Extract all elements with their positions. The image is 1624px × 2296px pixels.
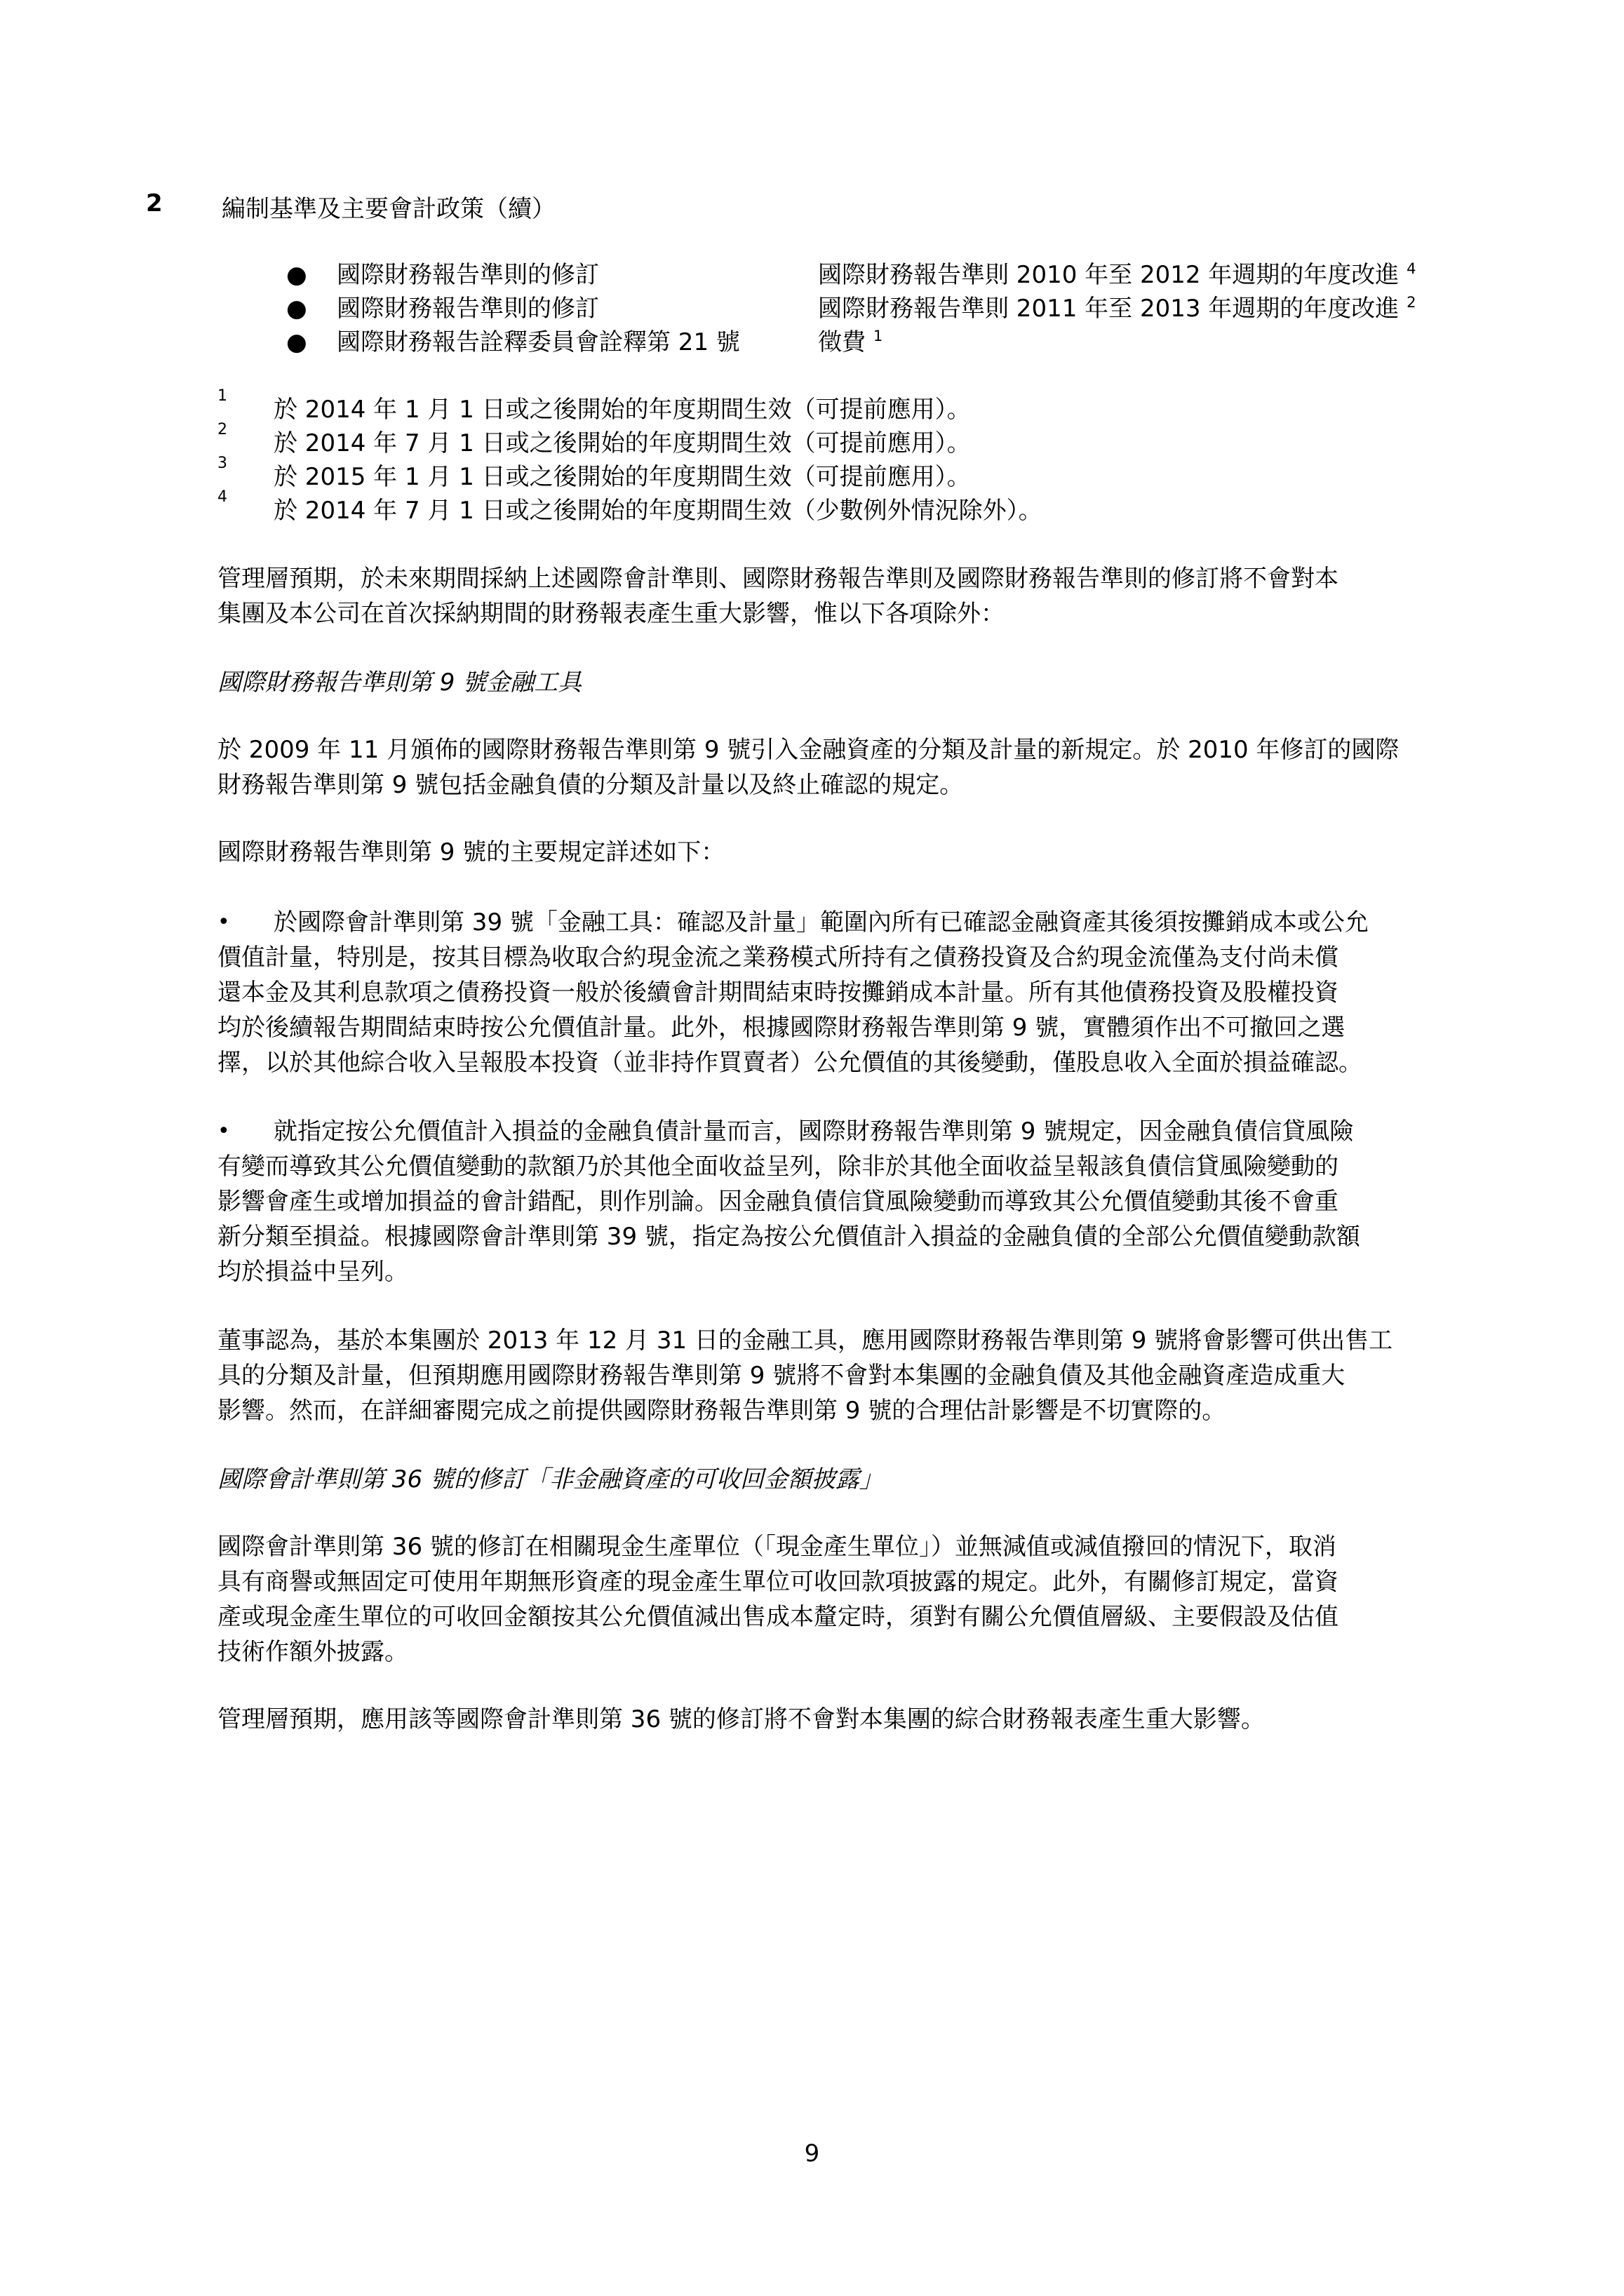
footnote	[0, 455, 1624, 494]
footnote-number: 2	[217, 421, 227, 438]
bullet-icon: •	[217, 910, 230, 934]
footnote	[0, 488, 1624, 528]
amendment-description: 國際財務報告準則 2011 年至 2013 年週期的年度改進 $^2$	[818, 294, 1416, 323]
subheading-ias36: 國際會計準則第 36 號的修訂「非金融資產的可收回金額披露」	[217, 1465, 883, 1493]
subheading-ifrs9: 國際財務報告準則第 9 號金融工具	[217, 669, 582, 697]
footnote-number: 3	[217, 455, 227, 472]
footnote-text: 於 2014 年 7 月 1 日或之後開始的年度期間生效（少數例外情況除外）。	[274, 497, 1042, 525]
amendment-item	[0, 258, 1624, 292]
paragraph-management-expectation: 管理層預期，於未來期間採納上述國際會計準則、國際財務報告準則及國際財務報告準則的修訂將不會對本 集團及本公司在首次採納期間的財務報表產生重大影響，惟以下各項除外：	[217, 565, 1338, 628]
footnote-ref: 1	[873, 328, 883, 344]
amendment-standard: 國際財務報告詮釋委員會詮釋第 21 號	[337, 328, 740, 356]
page-number: 9	[804, 2140, 820, 2168]
footnote-ref: 4	[1407, 260, 1416, 277]
amendment-standard: 國際財務報告準則的修訂	[337, 261, 599, 289]
paragraph-ifrs9-intro: 於 2009 年 11 月頒佈的國際財務報告準則第 9 號引入金融資產的分類及計量的新規定。於 2010 年修訂的國際 財務報告準則第 9 號包括金融負債的分類及計量以及終止確認的規定。	[217, 736, 1400, 799]
section-title: 編制基準及主要會計政策（續）	[222, 195, 556, 223]
footnote-text: 於 2015 年 1 月 1 日或之後開始的年度期間生效（可提前應用）。	[274, 463, 971, 491]
paragraph-ifrs9-requirements: 國際財務報告準則第 9 號的主要規定詳述如下：	[217, 838, 725, 866]
footnote-number: 4	[217, 488, 227, 506]
amendment-description: 國際財務報告準則 2010 年至 2012 年週期的年度改進 $^4$	[818, 260, 1416, 289]
footnote	[0, 387, 1624, 427]
paragraph-ias36-impact: 管理層預期，應用該等國際會計準則第 36 號的修訂將不會對本集團的綜合財務報表產生重大影響。	[217, 1705, 1265, 1733]
bullet-paragraph: • 就指定按公允價值計入損益的金融負債計量而言，國際財務報告準則第 9 號規定，因金融負債信貸風險 有變而導致其公允價值變動的款額乃於其他全面收益呈列，除非於其他全面收益呈報該負債信貸風險變動的 影響會產生或增加損益的會計錯配，則作別論。因金融負債信貸風險變動而導致其公允價值變動其後不會重 新分類至損益。根據國際會計準則第 39 號，指定為按公允價值計入損益的金融負債的全部公允價值變動款額 均於損益中呈列。	[217, 1114, 1501, 1289]
footnote-text: 於 2014 年 7 月 1 日或之後開始的年度期間生效（可提前應用）。	[274, 429, 971, 457]
bullet-icon: •	[217, 1119, 230, 1143]
paragraph-ias36-amendment: 國際會計準則第 36 號的修訂在相關現金生產單位（「現金產生單位」）並無減值或減值撥回的情況下，取消 具有商譽或無固定可使用年期無形資產的現金產生單位可收回款項披露的規定。此外，有關修訂規定，當資 產或現金產生單位的可收回金額按其公允價值減出售成本釐定時，須對有關公允價值層級、主要假設及估值 技術作額外披露。	[217, 1533, 1338, 1666]
section-number: 2	[146, 189, 163, 217]
paragraph-directors-opinion: 董事認為，基於本集團於 2013 年 12 月 31 日的金融工具，應用國際財務報告準則第 9 號將會影響可供出售工 具的分類及計量，但預期應用國際財務報告準則第 9 號將不會對本集團的金融負債及其他金融資產造成重大 影響。然而，在詳細審閱完成之前提供國際財務報告準則第 9 號的合理估計影響是不切實際的。	[217, 1327, 1393, 1425]
footnote-number: 1	[217, 387, 227, 405]
bullet-icon: ●	[286, 261, 307, 289]
amendment-standard: 國際財務報告準則的修訂	[337, 295, 599, 323]
footnote-text: 於 2014 年 1 月 1 日或之後開始的年度期間生效（可提前應用）。	[274, 396, 971, 424]
amendment-item	[0, 292, 1624, 325]
bullet-paragraph: • 於國際會計準則第 39 號「金融工具：確認及計量」範圍內所有已確認金融資產其後須按攤銷成本或公允 價值計量，特別是，按其目標為收取合約現金流之業務模式所持有之債務投資及合約現金流僅為支付尚未償 還本金及其利息款項之債務投資一般於後續會計期間結束時按攤銷成本計量。所有其他債務投資及股權投資 均於後續報告期間結束時按公允價值計量。此外，根據國際財務報告準則第 9 號，實體須作出不可撤回之選 擇，以於其他綜合收入呈報股本投資（並非持作買賣者）公允價值的其後變動，僅股息收入全面於損益確認。	[217, 905, 1501, 1080]
amendment-item	[0, 325, 1624, 359]
footnote-ref: 2	[1407, 294, 1416, 311]
amendment-description: 徵費 $^1$	[818, 328, 883, 356]
bullet-icon: ●	[286, 295, 307, 323]
footnote	[0, 421, 1624, 460]
bullet-icon: ●	[286, 328, 307, 356]
